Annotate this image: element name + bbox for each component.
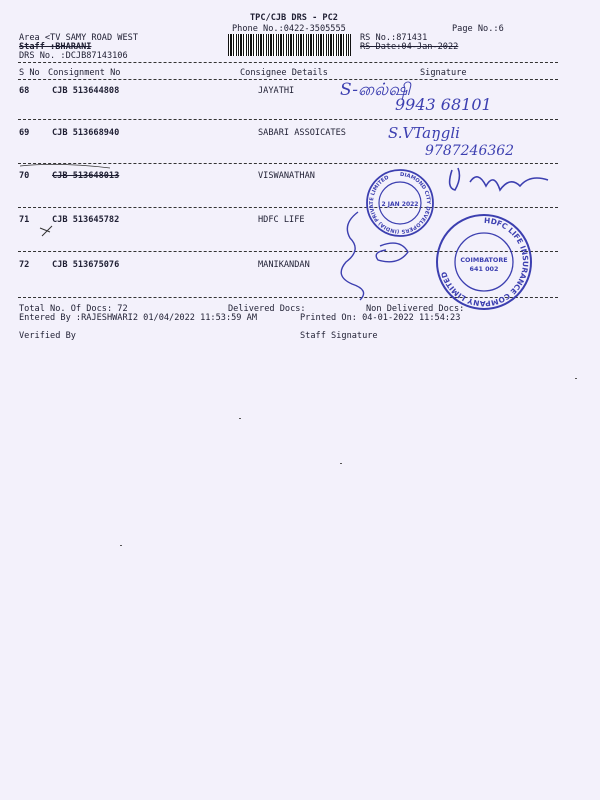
signature-loop-72 xyxy=(376,243,408,262)
row-s-no: 70 xyxy=(19,171,30,181)
verified-by: Verified By xyxy=(19,331,76,341)
row-consignment: CJB 513645782 xyxy=(52,215,120,225)
rs-number: RS No.:871431 xyxy=(360,33,428,43)
hdfc-stamp-center-pin: 641 002 xyxy=(469,265,499,273)
hdfc-stamp-ring-text: HDFC LIFE INSURANCE COMPANY LIMITED xyxy=(439,215,531,309)
hdfc-stamp-center-city: COIMBATORE xyxy=(460,256,508,264)
row-consignee: HDFC LIFE xyxy=(258,215,305,225)
area-label: Area <TV SAMY ROAD WEST xyxy=(19,33,138,43)
delivered-docs: Delivered Docs: xyxy=(228,304,306,314)
scan-speck xyxy=(120,545,122,546)
column-consignment: Consignment No xyxy=(48,68,121,78)
phone-number: Phone No.:0422-3505555 xyxy=(232,24,346,34)
column-consignee: Consignee Details xyxy=(240,68,328,78)
column-signature: Signature xyxy=(420,68,467,78)
handwritten-signature-69: S.VTaŋgli xyxy=(388,124,460,142)
row-s-no: 69 xyxy=(19,128,30,138)
scan-speck xyxy=(239,418,241,419)
scan-speck xyxy=(575,378,577,379)
signature-scribble-70 xyxy=(450,168,548,190)
rs-date: RS Date:04-Jan-2022 xyxy=(360,42,459,52)
row-s-no: 68 xyxy=(19,86,30,96)
row-consignee: SABARI ASSOICATES xyxy=(258,128,346,138)
row-consignment: CJB 513648013 xyxy=(52,171,120,181)
row-consignee: VISWANATHAN xyxy=(258,171,315,181)
handwritten-signature-68: S-லை்ஷி xyxy=(340,80,411,100)
diamond-stamp-ring-text: DIAMOND CITY DEVELOPERS (INDIA) PRIVATE LIMITED xyxy=(368,171,431,235)
drs-number: DRS No. :DCJB87143106 xyxy=(19,51,128,61)
diamond-city-stamp xyxy=(367,170,433,236)
staff-signature: Staff Signature xyxy=(300,331,378,341)
pen-mark xyxy=(20,164,110,168)
entered-by: Entered By :RAJESHWARI2 01/04/2022 11:53:59 AM xyxy=(19,313,257,323)
row-consignment: CJB 513675076 xyxy=(52,260,120,270)
row-consignee: JAYATHI xyxy=(258,86,295,96)
pen-mark xyxy=(40,226,52,236)
diamond-stamp-center: 2 JAN 2022 xyxy=(381,201,419,208)
printed-on: Printed On: 04-01-2022 11:54:23 xyxy=(300,313,461,323)
row-consignment: CJB 513644808 xyxy=(52,86,120,96)
scan-speck xyxy=(340,463,342,464)
row-consignee: MANIKANDAN xyxy=(258,260,310,270)
row-consignment: CJB 513668940 xyxy=(52,128,120,138)
staff-label: Staff :BHARANI xyxy=(19,42,92,52)
document-title: TPC/CJB DRS - PC2 xyxy=(250,13,338,23)
hdfc-life-stamp xyxy=(437,215,531,309)
row-s-no: 71 xyxy=(19,215,30,225)
row-s-no: 72 xyxy=(19,260,30,270)
handwritten-phone-69: 9787246362 xyxy=(425,143,515,159)
handwritten-phone-68: 9943 68101 xyxy=(395,95,492,114)
column-s-no: S No xyxy=(19,68,40,78)
page-number: Page No.:6 xyxy=(452,24,504,34)
total-docs: Total No. Of Docs: 72 xyxy=(19,304,128,314)
signature-scribble-71 xyxy=(341,212,363,300)
non-delivered-docs: Non Delivered Docs: xyxy=(366,304,465,314)
